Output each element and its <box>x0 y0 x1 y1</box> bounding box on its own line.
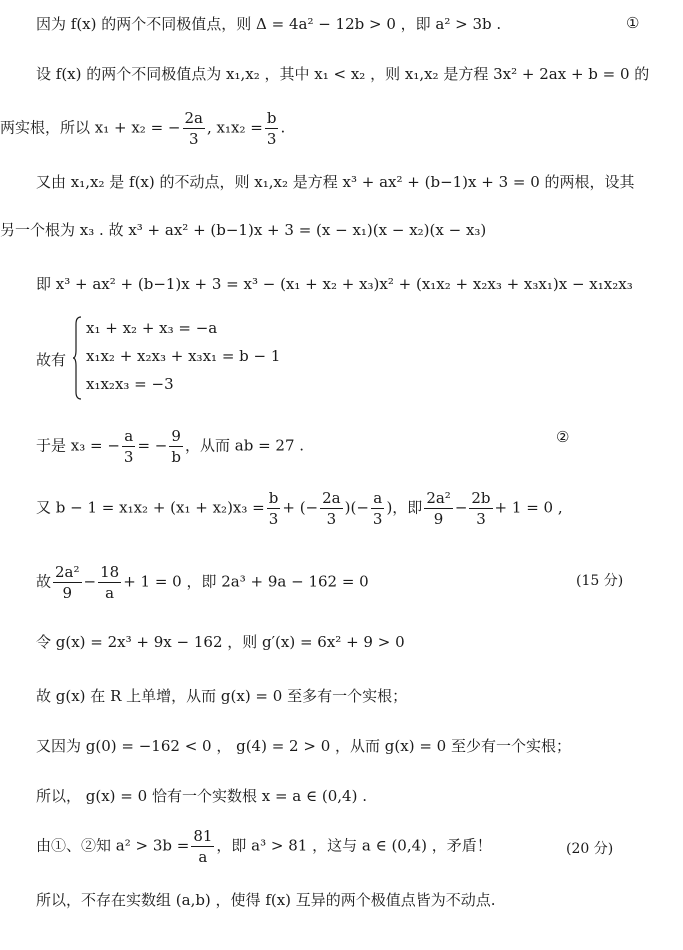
frac-den: 3 <box>372 510 383 528</box>
text-line-3 <box>0 108 285 149</box>
frac-num: 2a <box>184 109 203 127</box>
fraction-b-over-3 <box>265 108 279 149</box>
frac-den: 3 <box>188 130 199 148</box>
text-line-11: 令 g(x) = 2x³ + 9x − 162 ，则 g′(x) = 6x² + 9 > 0 <box>36 633 405 651</box>
line8-suffix: ，从而 ab = 27 . <box>184 436 305 455</box>
fraction-81-over-a <box>191 826 214 867</box>
text-line-2: 设 f(x) 的两个不同极值点为 x₁,x₂ ，其中 x₁ < x₂ ，则 x₁,x₂ 是方程 3x² + 2ax + b = 0 的 <box>36 65 650 83</box>
frac-num: 81 <box>193 827 213 845</box>
frac-den: a <box>105 584 115 602</box>
fraction <box>424 488 453 529</box>
line15-suffix: ，即 a³ > 81 ，这与 a ∈ (0,4) ，矛盾！ <box>216 836 492 855</box>
frac-num: a <box>124 427 134 445</box>
circled-mark-2: ② <box>556 428 570 446</box>
text-line-6: 即 x³ + ax² + (b−1)x + 3 = x³ − (x₁ + x₂ + x₃)x² + (x₁x₂ + x₂x₃ + x₃x₁)x − x₁x₂x₃ <box>36 275 633 293</box>
text-line-8 <box>36 426 304 467</box>
fraction-a-over-3 <box>122 426 136 467</box>
line9-end: + 1 = 0 , <box>494 498 563 517</box>
fraction-9-over-b <box>169 426 183 467</box>
system-eq-1: x₁ + x₂ + x₃ = −a <box>86 319 218 337</box>
line9-prefix: 又 b − 1 = x₁x₂ + (x₁ + x₂)x₃ = <box>36 498 265 517</box>
frac-den: 3 <box>476 510 486 528</box>
frac-num: a <box>373 489 383 507</box>
frac-num: 9 <box>171 427 181 445</box>
frac-num: 2b <box>471 489 491 507</box>
system-eq-2: x₁x₂ + x₂x₃ + x₃x₁ = b − 1 <box>86 347 281 365</box>
frac-num: b <box>266 109 277 127</box>
frac-num: 2a² <box>55 563 80 581</box>
frac-den: 3 <box>266 130 277 148</box>
text-line-10 <box>36 562 369 603</box>
text-line-12: 故 g(x) 在 R 上单增，从而 g(x) = 0 至多有一个实根； <box>36 687 408 705</box>
line9-close: )，即 <box>386 498 423 517</box>
line8-prefix: 于是 x₃ = − <box>36 436 120 455</box>
text-line-4: 又由 x₁,x₂ 是 f(x) 的不动点，则 x₁,x₂ 是方程 x³ + ax² + (b−1)x + 3 = 0 的两根，设其 <box>36 173 635 191</box>
text-line-16: 所以，不存在实数组 (a,b) ，使得 f(x) 互异的两个极值点皆为不动点. <box>36 891 496 909</box>
line3-prefix: 两实根，所以 x₁ + x₂ = − <box>0 118 181 137</box>
fraction-2a-over-3 <box>183 108 206 149</box>
fraction <box>267 488 281 529</box>
frac-num: 18 <box>100 563 120 581</box>
line3-mid: , x₁x₂ = <box>207 118 263 137</box>
fraction <box>371 488 385 529</box>
text-line-13: 又因为 g(0) = −162 < 0 ， g(4) = 2 > 0 ，从而 g(x) = 0 至少有一个实根； <box>36 737 571 755</box>
line10-suffix: + 1 = 0 ，即 2a³ + 9a − 162 = 0 <box>123 572 369 591</box>
line10-prefix: 故 <box>36 572 52 591</box>
frac-num: 2a <box>322 489 341 507</box>
line3-suffix: . <box>280 118 286 137</box>
equation-system <box>86 318 280 402</box>
system-eq-3: x₁x₂x₃ = −3 <box>86 375 174 393</box>
line9-mid: )(− <box>344 498 369 517</box>
text-line-14: 所以， g(x) = 0 恰有一个实数根 x = a ∈ (0,4) . <box>36 787 367 805</box>
frac-den: 3 <box>326 510 337 528</box>
score-20: (20 分) <box>566 841 614 857</box>
frac-num: 2a² <box>426 489 451 507</box>
line10-minus: − <box>83 572 97 591</box>
frac-den: 9 <box>62 584 73 602</box>
fraction <box>53 562 82 603</box>
frac-num: b <box>268 489 279 507</box>
frac-den: 3 <box>268 510 279 528</box>
line9-minus: − <box>454 498 468 517</box>
frac-den: 9 <box>433 510 444 528</box>
line9-plus: + (− <box>282 498 319 517</box>
line15-prefix: 由①、②知 a² > 3b = <box>36 836 190 855</box>
system-label: 故有 <box>36 351 67 369</box>
text-line-1: 因为 f(x) 的两个不同极值点，则 Δ = 4a² − 12b > 0 ，即 a² > 3b . <box>36 15 502 33</box>
circled-mark-1: ① <box>626 14 640 32</box>
fraction <box>98 562 121 603</box>
frac-den: a <box>198 848 208 866</box>
text-line-15 <box>36 826 492 867</box>
frac-den: 3 <box>123 448 134 466</box>
left-brace-icon <box>72 316 82 400</box>
frac-den: b <box>171 448 181 466</box>
text-line-5: 另一个根为 x₃ . 故 x³ + ax² + (b−1)x + 3 = (x − x₁)(x − x₂)(x − x₃) <box>0 221 487 239</box>
line8-eq: = − <box>137 436 168 455</box>
text-line-9 <box>36 488 563 529</box>
score-15: (15 分) <box>576 573 624 589</box>
fraction <box>320 488 343 529</box>
fraction <box>469 488 492 529</box>
